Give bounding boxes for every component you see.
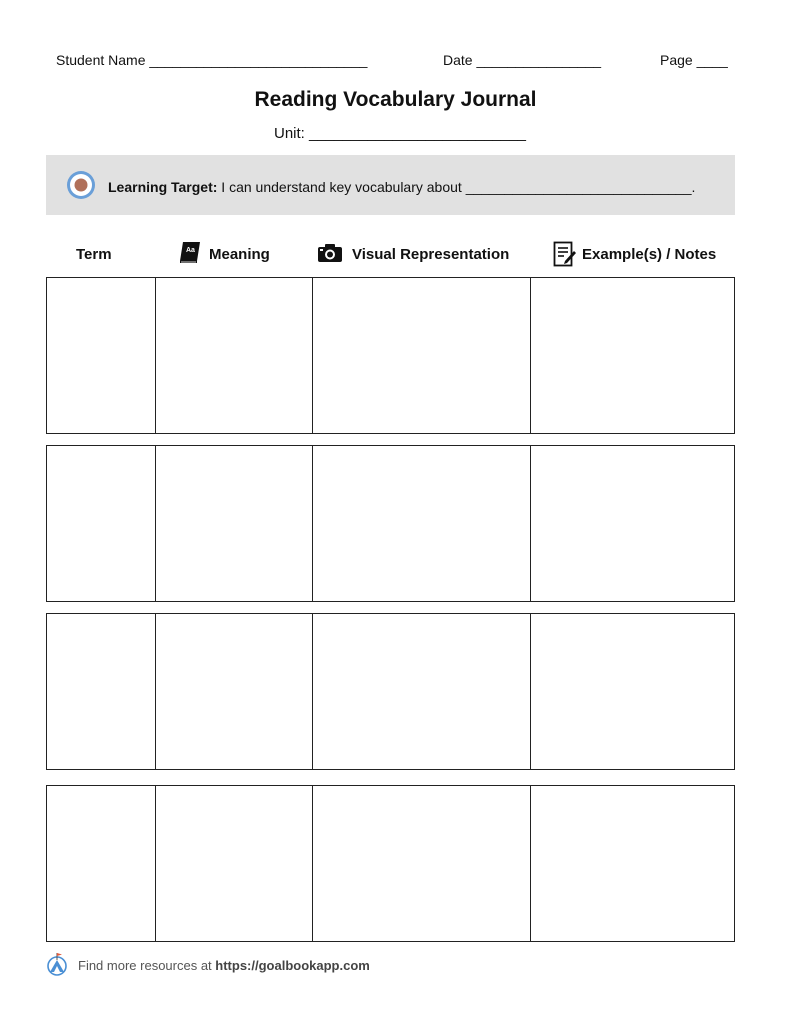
target-icon [66, 170, 96, 200]
camera-icon [317, 243, 343, 263]
column-divider [155, 446, 156, 601]
svg-text:Aa: Aa [186, 247, 195, 254]
journal-row-3 [46, 613, 735, 770]
learning-target-banner [46, 155, 735, 215]
footer-prefix: Find more resources at [78, 958, 216, 973]
column-divider [155, 786, 156, 941]
column-divider [312, 614, 313, 769]
column-divider [155, 278, 156, 433]
column-header-visual-representation: Visual Representation [352, 246, 510, 263]
date-field: Date ________________ [443, 52, 602, 68]
learning-target-text [108, 179, 695, 195]
column-header-term: Term [76, 246, 112, 263]
column-divider [530, 278, 531, 433]
journal-row-2 [46, 445, 735, 602]
notepad-pencil-icon [553, 240, 577, 268]
column-divider [530, 446, 531, 601]
learning-target-label: Learning Target: [108, 179, 218, 195]
column-divider [530, 786, 531, 941]
learning-target-statement: I can understand key vocabulary about _____________________________. [217, 179, 696, 195]
column-divider [312, 278, 313, 433]
column-divider [312, 446, 313, 601]
footer-text [78, 958, 370, 973]
page-title: Reading Vocabulary Journal [254, 88, 537, 111]
student-name-field: Student Name ____________________________ [56, 52, 368, 68]
column-divider [530, 614, 531, 769]
goalbook-logo-icon [46, 952, 68, 976]
column-header-examples-notes: Example(s) / Notes [582, 246, 717, 263]
book-icon [178, 239, 204, 265]
column-divider [155, 614, 156, 769]
column-header-meaning: Meaning [209, 246, 270, 263]
column-divider [312, 786, 313, 941]
journal-row-1 [46, 277, 735, 434]
unit-field: Unit: __________________________ [274, 125, 526, 142]
footer-link[interactable]: https://goalbookapp.com [215, 958, 370, 973]
page-field: Page ____ [660, 52, 728, 68]
journal-row-4 [46, 785, 735, 942]
